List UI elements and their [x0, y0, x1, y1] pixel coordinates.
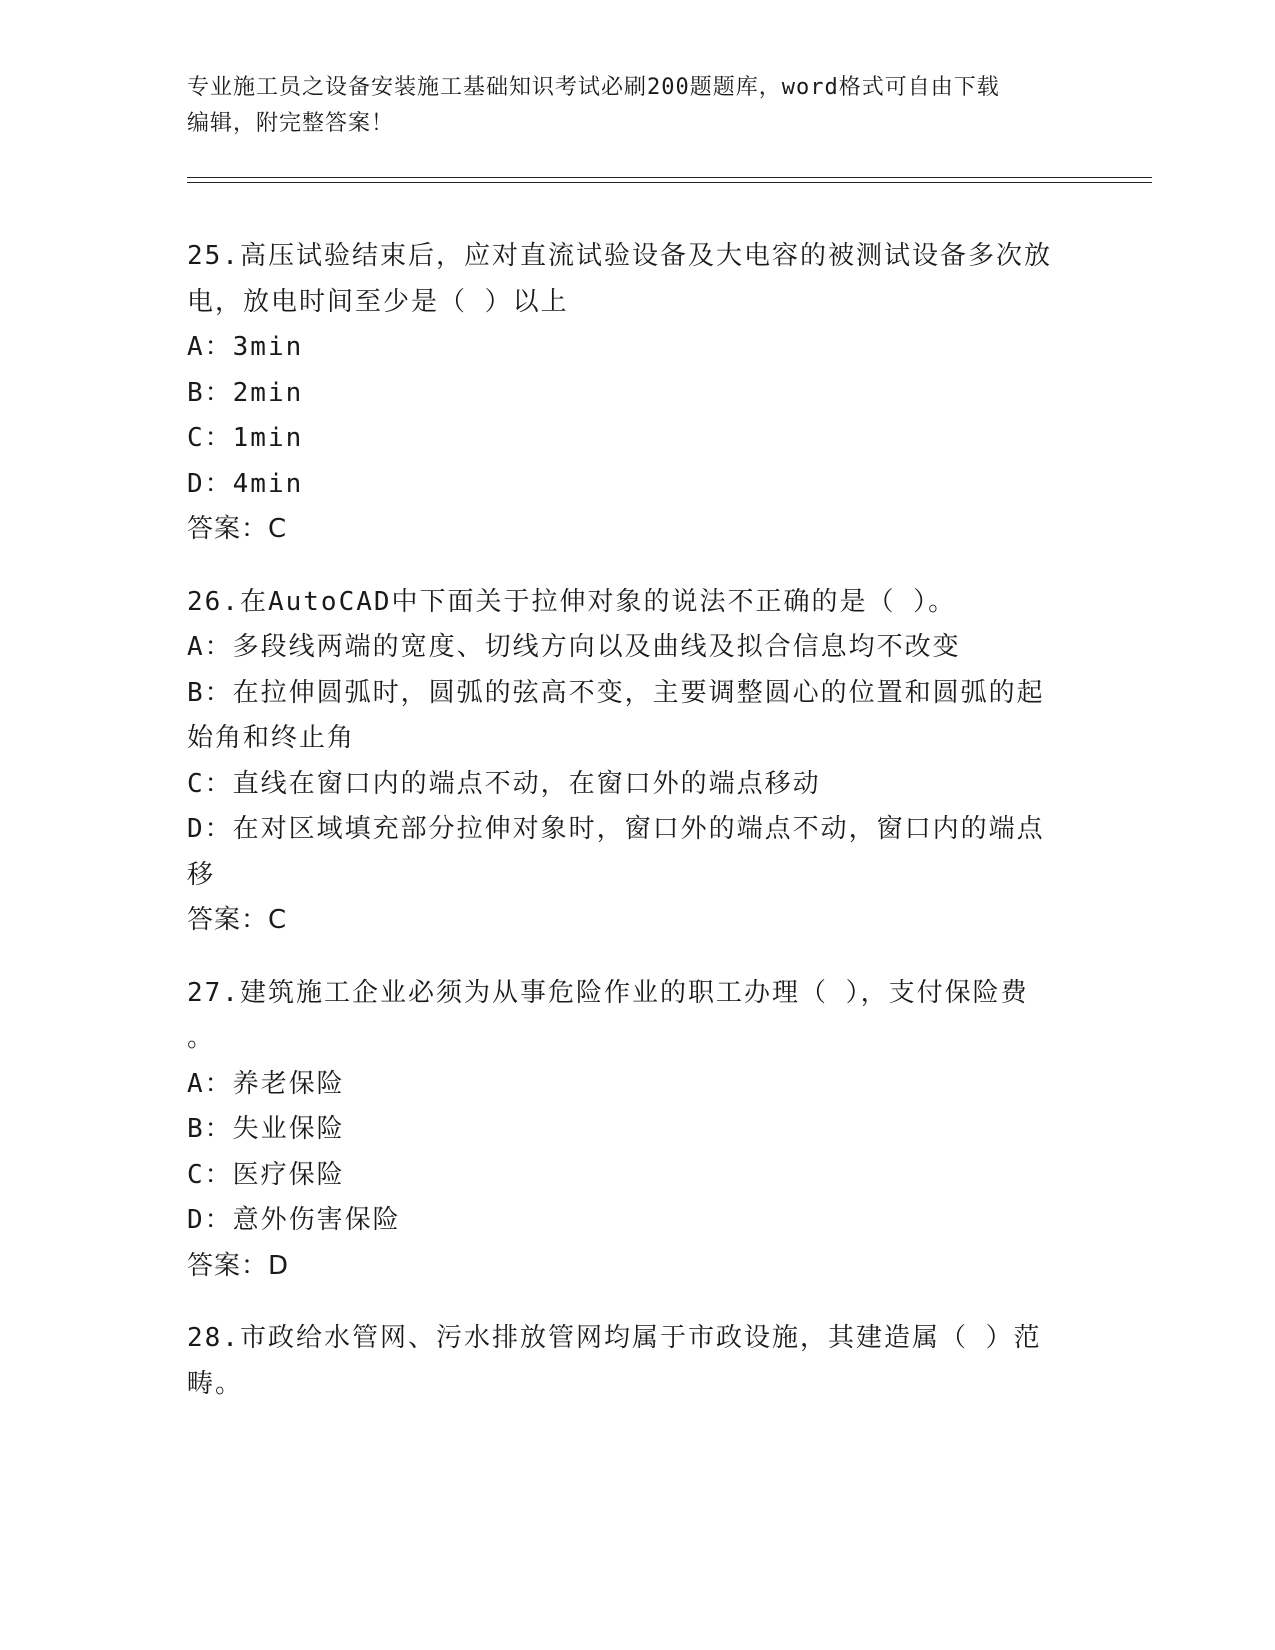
option-c: C：直线在窗口内的端点不动，在窗口外的端点移动 — [187, 768, 821, 799]
answer: 答案：C — [187, 905, 288, 935]
option-d: D：意外伤害保险 — [187, 1205, 401, 1235]
option-d: D：在对区域填充部分拉伸对象时，窗口外的端点不动，窗口内的端点 — [187, 814, 1045, 844]
option-c: C：1min — [187, 423, 304, 453]
question-25 — [187, 234, 1087, 553]
header-line-1: 专业施工员之设备安装施工基础知识考试必刷200题题库，word格式可自由下载 — [187, 75, 1000, 100]
question-list — [187, 234, 1087, 1434]
question-27 — [187, 971, 1087, 1290]
question-stem: 。 — [187, 1023, 216, 1053]
question-26 — [187, 580, 1087, 944]
header-line-2: 编辑，附完整答案！ — [187, 111, 395, 136]
option-b-continued: 始角和终止角 — [187, 723, 356, 753]
document-header — [187, 70, 1067, 142]
option-d-continued: 移 — [187, 859, 216, 890]
question-stem: 电，放电时间至少是（ ）以上 — [187, 286, 569, 317]
header-divider-top — [187, 177, 1152, 178]
question-28 — [187, 1316, 1087, 1407]
option-a: A：养老保险 — [187, 1068, 345, 1099]
question-stem: 27.建筑施工企业必须为从事危险作业的职工办理（ ），支付保险费 — [187, 977, 1029, 1008]
question-stem: 25.高压试验结束后，应对直流试验设备及大电容的被测试设备多次放 — [187, 241, 1052, 271]
option-a: A：多段线两端的宽度、切线方向以及曲线及拟合信息均不改变 — [187, 632, 961, 662]
question-stem: 畴。 — [187, 1368, 244, 1399]
option-b: B：2min — [187, 377, 304, 408]
header-divider-bottom — [187, 182, 1152, 183]
option-a: A：3min — [187, 332, 304, 362]
option-b: B：在拉伸圆弧时，圆弧的弦高不变，主要调整圆心的位置和圆弧的起 — [187, 677, 1045, 708]
option-c: C：医疗保险 — [187, 1159, 345, 1190]
answer: 答案：C — [187, 514, 288, 544]
option-b: B：失业保险 — [187, 1114, 345, 1144]
option-d: D：4min — [187, 468, 304, 499]
answer: 答案：D — [187, 1250, 290, 1281]
question-stem: 28.市政给水管网、污水排放管网均属于市政设施，其建造属（ ）范 — [187, 1323, 1042, 1353]
question-stem: 26.在AutoCAD中下面关于拉伸对象的说法不正确的是（ ）。 — [187, 586, 957, 617]
